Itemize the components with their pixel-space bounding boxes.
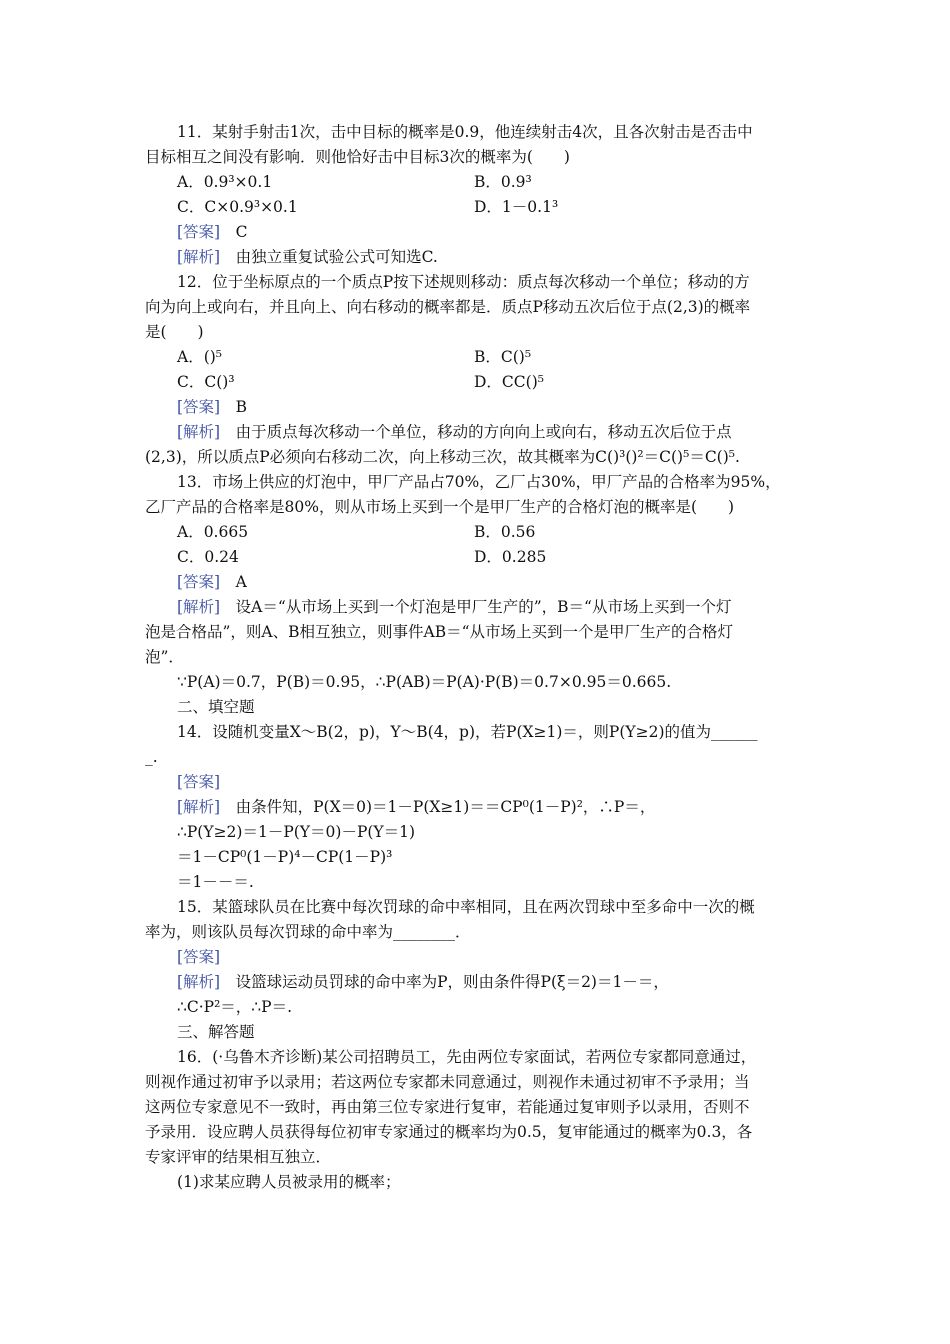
answer-tag: [答案] <box>177 398 221 416</box>
section-solve: 三、解答题 <box>177 1023 255 1041</box>
explanation-tag: [解析] <box>177 248 221 266</box>
q12-option-a: A．()⁵ <box>177 348 223 366</box>
section-fill-in: 二、填空题 <box>177 698 255 716</box>
q11-option-c: C．C×0.9³×0.1 <box>177 198 298 216</box>
q14-line-1: 14．设随机变量X～B(2，p)，Y～B(4，p)，若P(X≥1)＝，则P(Y≥2)的值为______ <box>177 723 758 741</box>
q13-explanation-2: 泡是合格品”，则A、B相互独立，则事件AB＝“从市场上买到一个是甲厂生产的合格灯 <box>145 623 734 641</box>
q13-line-1: 13．市场上供应的灯泡中，甲厂产品占70%，乙厂占30%，甲厂产品的合格率为95%， <box>177 473 781 491</box>
q16-line-2: 则视作通过初审予以录用；若这两位专家都未同意通过，则视作未通过初审不予录用；当 <box>145 1073 750 1091</box>
q12-option-d: D．CC()⁵ <box>474 373 544 391</box>
answer-tag: [答案] <box>177 948 221 966</box>
q12-line-3: 是( ) <box>145 323 204 341</box>
q16-line-3: 这两位专家意见不一致时，再由第三位专家进行复审，若能通过复审则予以录用，否则不 <box>145 1098 750 1116</box>
q14-explanation-4: ＝1－－＝. <box>177 873 254 891</box>
q12-line-2: 向为向上或向右，并且向上、向右移动的概率都是．质点P移动五次后位于点(2,3)的概率 <box>145 298 751 316</box>
answer-value: A <box>235 573 247 591</box>
q16-part-1: (1)求某应聘人员被录用的概率； <box>177 1173 401 1191</box>
q15-answer <box>177 946 220 968</box>
q14-explanation-1 <box>177 796 655 818</box>
q13-option-c: C．0.24 <box>177 548 239 566</box>
q14-line-2: _. <box>145 748 158 766</box>
q14-explanation-2: ∴P(Y≥2)＝1－P(Y＝0)－P(Y＝1) <box>177 823 416 841</box>
q12-answer <box>177 396 247 418</box>
q14-answer <box>177 771 220 793</box>
q12-option-b: B．C()⁵ <box>474 348 532 366</box>
q11-line-2: 目标相互之间没有影响．则他恰好击中目标3次的概率为( ) <box>145 148 570 166</box>
explanation-tag: [解析] <box>177 798 221 816</box>
explanation-tag: [解析] <box>177 598 221 616</box>
q16-line-1: 16．(·乌鲁木齐诊断)某公司招聘员工，先由两位专家面试，若两位专家都同意通过， <box>177 1048 757 1066</box>
q11-option-d: D．1－0.1³ <box>474 198 559 216</box>
answer-tag: [答案] <box>177 573 221 591</box>
q12-line-1: 12．位于坐标原点的一个质点P按下述规则移动：质点每次移动一个单位；移动的方 <box>177 273 750 291</box>
q13-option-b: B．0.56 <box>474 523 536 541</box>
answer-value: C <box>235 223 248 241</box>
q11-option-a: A．0.9³×0.1 <box>177 173 273 191</box>
q15-explanation-1 <box>177 971 669 993</box>
q13-option-d: D．0.285 <box>474 548 547 566</box>
answer-tag: [答案] <box>177 223 221 241</box>
q13-explanation-3: 泡”． <box>145 648 184 666</box>
q15-explanation-2: ∴C·P²＝，∴P＝. <box>177 998 293 1016</box>
explanation-tag: [解析] <box>177 973 221 991</box>
explanation-tag: [解析] <box>177 423 221 441</box>
q14-explanation-3: ＝1－CP⁰(1－P)⁴－CP(1－P)³ <box>177 848 393 866</box>
q13-answer <box>177 571 247 593</box>
explanation-text: 由独立重复试验公式可知选C. <box>235 248 438 266</box>
q13-explanation-4: ∵P(A)＝0.7，P(B)＝0.95，∴P(AB)＝P(A)·P(B)＝0.7×0.95＝0.665. <box>177 673 672 691</box>
q16-line-4: 予录用．设应聘人员获得每位初审专家通过的概率均为0.5，复审能通过的概率为0.3，各 <box>145 1123 753 1141</box>
answer-value: B <box>235 398 248 416</box>
q16-line-5: 专家评审的结果相互独立． <box>145 1148 332 1166</box>
q11-explanation <box>177 246 438 268</box>
answer-tag: [答案] <box>177 773 221 791</box>
explanation-text: 设A＝“从市场上买到一个灯泡是甲厂生产的”，B＝“从市场上买到一个灯 <box>235 598 732 616</box>
q12-explanation-1 <box>177 421 732 443</box>
q12-explanation-2: (2,3)，所以质点P必须向右移动二次，向上移动三次，故其概率为C()³()²＝C()⁵＝C()⁵. <box>145 448 740 466</box>
q15-line-2: 率为，则该队员每次罚球的命中率为________． <box>145 923 471 941</box>
explanation-text: 由于质点每次移动一个单位，移动的方向向上或向右，移动五次后位于点 <box>235 423 732 441</box>
q11-answer <box>177 221 248 243</box>
q12-option-c: C．C()³ <box>177 373 235 391</box>
q13-explanation-1 <box>177 596 731 618</box>
q13-option-a: A．0.665 <box>177 523 249 541</box>
explanation-text: 由条件知，P(X＝0)＝1－P(X≥1)＝＝CP⁰(1－P)²，∴P＝， <box>235 798 656 816</box>
q13-line-2: 乙厂产品的合格率是80%，则从市场上买到一个是甲厂生产的合格灯泡的概率是( ) <box>145 498 735 516</box>
q15-line-1: 15．某篮球队员在比赛中每次罚球的命中率相同，且在两次罚球中至多命中一次的概 <box>177 898 755 916</box>
explanation-text: 设篮球运动员罚球的命中率为P，则由条件得P(ξ＝2)＝1－＝， <box>235 973 669 991</box>
q11-option-b: B．0.9³ <box>474 173 532 191</box>
q11-line-1: 11．某射手射击1次，击中目标的概率是0.9，他连续射击4次，且各次射击是否击中 <box>177 123 753 141</box>
